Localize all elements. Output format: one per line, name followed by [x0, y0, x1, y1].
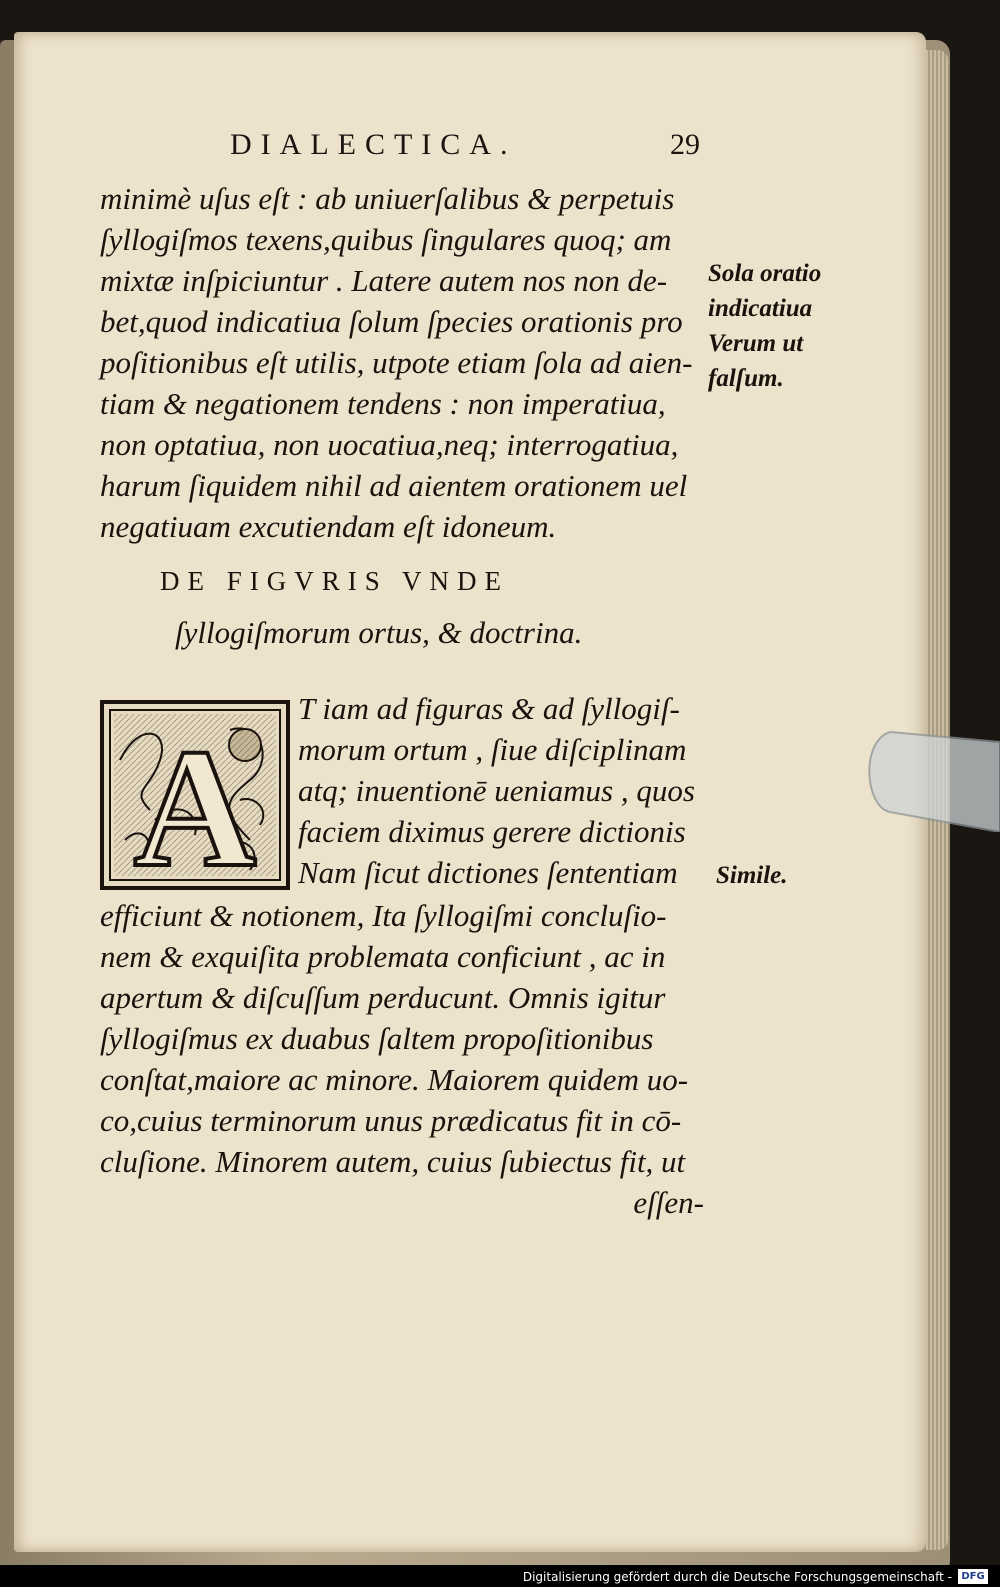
footer-bar: [0, 1565, 1000, 1587]
running-head: DIALECTICA.: [230, 128, 517, 161]
decorated-initial: [100, 700, 290, 890]
paragraph-2-beside-initial: [298, 688, 695, 893]
paragraph-1: [100, 178, 692, 547]
margin-note-line: Simile.: [716, 862, 788, 889]
text-line: ſyllogiſmus ex duabus ſaltem propoſitionibus: [100, 1021, 654, 1056]
text-line: atq; inuentionē ueniamus , quos: [298, 773, 695, 808]
page-number: 29: [670, 128, 700, 161]
text-line: non optatiua, non uocatiua,neq; interrogatiua,: [100, 427, 679, 462]
section-heading: DE FIGVRIS VNDE: [160, 566, 510, 596]
text-line: nem & exquiſita problemata conficiunt , ac in: [100, 939, 666, 974]
text-line: efficiunt & notionem, Ita ſyllogiſmi concluſio-: [100, 898, 667, 933]
margin-note-line: Verum ut: [708, 330, 804, 357]
margin-note-line: falſum.: [708, 365, 784, 392]
funding-credit: Digitalisierung gefördert durch die Deutsche Forschungsgemeinschaft -: [522, 1570, 952, 1584]
text-line: bet,quod indicatiua ſolum ſpecies orationis pro: [100, 304, 683, 339]
text-line: tiam & negationem tendens : non imperatiua,: [100, 386, 666, 421]
text-line: Nam ſicut dictiones ſententiam: [298, 855, 678, 890]
page-header: [100, 128, 700, 172]
catchword: eſſen-: [633, 1185, 704, 1220]
dfg-logo: DFG: [958, 1569, 988, 1584]
text-line: co,cuius terminorum unus prædicatus fit in cō-: [100, 1103, 682, 1138]
text-line: harum ſiquidem nihil ad aientem orationem uel: [100, 468, 688, 503]
initial-letter: A: [133, 714, 257, 890]
margin-note-line: Sola oratio: [708, 260, 822, 287]
paragraph-2: [100, 895, 704, 1223]
text-line: cluſione. Minorem autem, cuius ſubiectus fit, ut: [100, 1144, 686, 1179]
text-line: morum ortum , ſiue diſciplinam: [298, 732, 687, 767]
margin-note-line: indicatiua: [708, 295, 813, 322]
text-line: faciem diximus gerere dictionis: [298, 814, 686, 849]
text-line: mixtæ inſpiciuntur . Latere autem nos non de-: [100, 263, 668, 298]
text-line: apertum & diſcuſſum perducunt. Omnis igitur: [100, 980, 666, 1015]
text-line: minimè uſus eſt : ab uniuerſalibus & perpetuis: [100, 181, 675, 216]
text-line: conſtat,maiore ac minore. Maiorem quidem uo-: [100, 1062, 689, 1097]
margin-note-sola-oratio: [708, 256, 821, 396]
text-line: ſyllogiſmos texens,quibus ſingulares quoq; am: [100, 222, 672, 257]
text-line: T iam ad figuras & ad ſyllogiſ-: [298, 691, 680, 726]
section-subheading: ſyllogiſmorum ortus, & doctrina.: [175, 615, 583, 650]
woodcut-initial-icon: [100, 700, 290, 890]
margin-note-simile: [716, 858, 788, 893]
text-line: negatiuam excutiendam eſt idoneum.: [100, 509, 557, 544]
page-clip: [860, 722, 1000, 832]
text-line: poſitionibus eſt utilis, utpote etiam ſola ad aien-: [100, 345, 693, 380]
